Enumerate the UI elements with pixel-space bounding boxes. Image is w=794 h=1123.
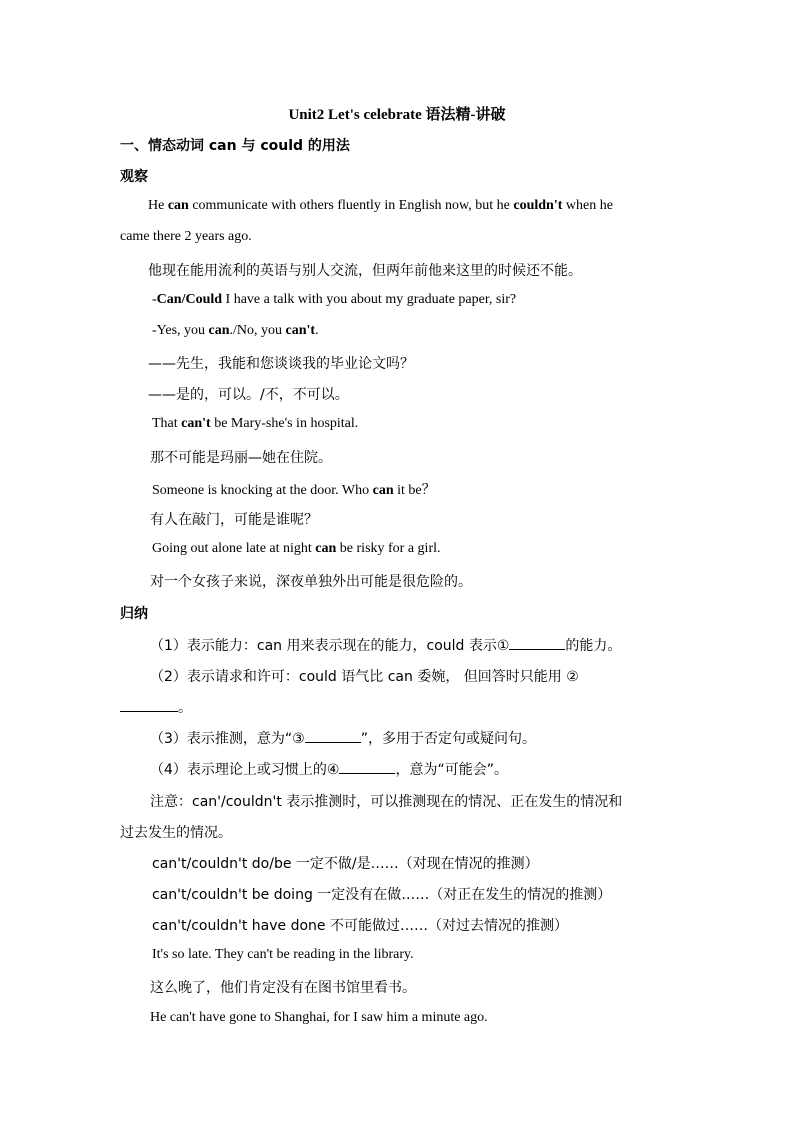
example-1-english: He can communicate with others fluently in English now, but he couldn't when he bbox=[148, 198, 613, 213]
example-7-chinese: 这么晚了，他们肯定没有在图书馆里看书。 bbox=[150, 980, 416, 996]
page-title: Unit2 Let's celebrate 语法精-讲破 bbox=[288, 107, 506, 123]
example-5-chinese: 有人在敲门，可能是谁呢？ bbox=[150, 512, 318, 528]
example-2-chinese: ——先生，我能和您谈谈我的毕业论文吗？ bbox=[148, 356, 414, 372]
blank-3[interactable] bbox=[305, 728, 361, 743]
blank-2[interactable] bbox=[120, 697, 178, 712]
note-line-1: 注意：can'/couldn't 表示推测时，可以推测现在的情况、正在发生的情况和 bbox=[150, 794, 623, 810]
note-line-2: 过去发生的情况。 bbox=[120, 825, 232, 841]
rule-4: （4）表示理论上或习惯上的④ ，意为“可能会”。 bbox=[150, 759, 508, 779]
example-7-english: It's so late. They can't be reading in the library. bbox=[152, 947, 414, 962]
rule-2-cont: 。 bbox=[120, 697, 192, 717]
rule-2: （2）表示请求和许可：could 语气比 can 委婉， 但回答时只能用 ② bbox=[150, 669, 579, 685]
example-6-english: Going out alone late at night can be risky for a girl. bbox=[152, 541, 441, 556]
rule-1: （1）表示能力：can 用来表示现在的能力，could 表示① 的能力。 bbox=[150, 635, 621, 655]
blank-1[interactable] bbox=[509, 635, 565, 650]
blank-4[interactable] bbox=[339, 759, 395, 774]
example-3-english: -Yes, you can./No, you can't. bbox=[152, 323, 319, 338]
example-4-english: That can't be Mary-she's in hospital. bbox=[152, 416, 359, 431]
example-6-chinese: 对一个女孩子来说，深夜单独外出可能是很危险的。 bbox=[150, 574, 472, 590]
pattern-present: can't/couldn't do/be 一定不做/是……（对现在情况的推测） bbox=[152, 856, 539, 872]
rule-3: （3）表示推测，意为“③ ”，多用于否定句或疑问句。 bbox=[150, 728, 536, 748]
observe-heading: 观察 bbox=[120, 169, 148, 185]
example-8-english: He can't have gone to Shanghai, for I saw him a minute ago. bbox=[150, 1010, 488, 1025]
example-1-chinese: 他现在能用流利的英语与别人交流，但两年前他来这里的时候还不能。 bbox=[148, 263, 582, 279]
example-2-english: -Can/Could I have a talk with you about my graduate paper, sir? bbox=[152, 292, 517, 307]
example-1-english-cont: came there 2 years ago. bbox=[120, 229, 252, 244]
summary-heading: 归纳 bbox=[120, 606, 148, 622]
pattern-progressive: can't/couldn't be doing 一定没有在做……（对正在发生的情况的推测） bbox=[152, 887, 612, 903]
example-5-english: Someone is knocking at the door. Who can it be？ bbox=[152, 483, 436, 498]
pattern-past: can't/couldn't have done 不可能做过……（对过去情况的推测） bbox=[152, 918, 568, 934]
example-4-chinese: 那不可能是玛丽—她在住院。 bbox=[150, 450, 332, 466]
example-3-chinese: ——是的，可以。/不，不可以。 bbox=[148, 387, 349, 403]
section-heading: 一、情态动词 can 与 could 的用法 bbox=[120, 138, 350, 154]
